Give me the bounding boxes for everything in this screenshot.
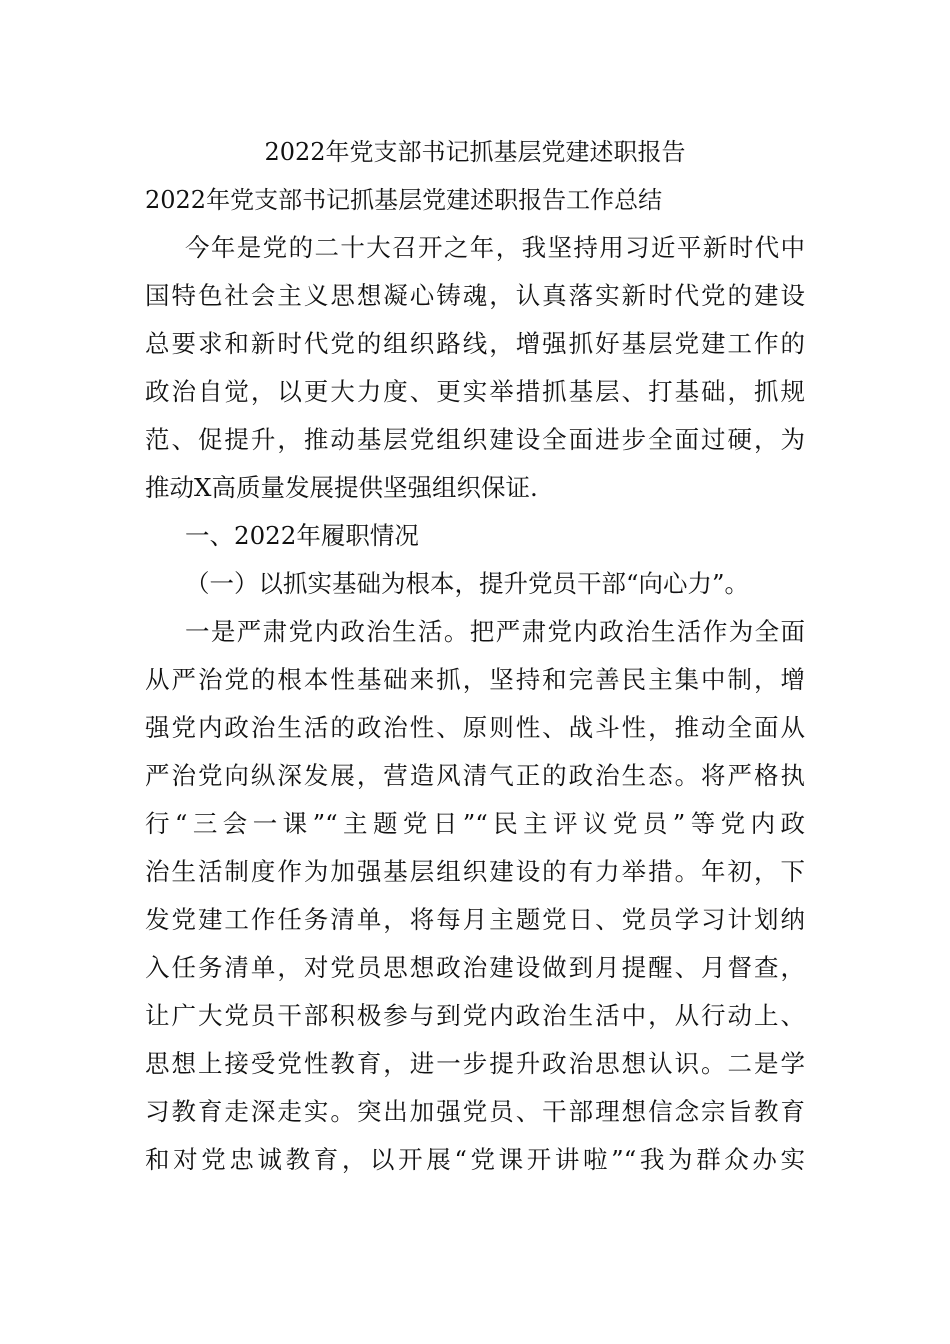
paragraph-line: 严治党向纵深发展，营造风清气正的政治生态。将严格执: [145, 761, 805, 790]
document-body: [145, 128, 805, 1184]
paragraph-line: 行“三会一课”“主题党日”“民主评议党员”等党内政: [145, 809, 805, 838]
paragraph-line: 习教育走深走实。突出加强党员、干部理想信念宗旨教育: [145, 1097, 805, 1126]
paragraph-line: 一是严肃党内政治生活。把严肃党内政治生活作为全面: [185, 617, 805, 646]
paragraph-line: 范、促提升，推动基层党组织建设全面进步全面过硬，为: [145, 425, 805, 454]
document-title: 2022年党支部书记抓基层党建述职报告: [264, 138, 686, 166]
paragraph-line: 和对党忠诚教育，以开展“党课开讲啦”“我为群众办实: [145, 1145, 805, 1174]
paragraph-line: 思想上接受党性教育，进一步提升政治思想认识。二是学: [145, 1049, 805, 1078]
paragraph-line: 今年是党的二十大召开之年，我坚持用习近平新时代中: [185, 233, 805, 262]
paragraph-line: 国特色社会主义思想凝心铸魂，认真落实新时代党的建设: [145, 281, 805, 310]
paragraph-line: 总要求和新时代党的组织路线，增强抓好基层党建工作的: [145, 329, 805, 358]
paragraph-line: 入任务清单，对党员思想政治建设做到月提醒、月督查，: [145, 953, 805, 982]
section-heading: 一、2022年履职情况: [185, 521, 419, 550]
subsection-heading: （一）以抓实基础为根本，提升党员干部“向心力”。: [185, 569, 750, 598]
paragraph-line: 发党建工作任务清单，将每月主题党日、党员学习计划纳: [145, 905, 805, 934]
paragraph-line: 治生活制度作为加强基层组织建设的有力举措。年初，下: [145, 857, 805, 886]
paragraph-line: 让广大党员干部积极参与到党内政治生活中，从行动上、: [145, 1001, 805, 1030]
paragraph-line: 政治自觉，以更大力度、更实举措抓基层、打基础，抓规: [145, 377, 805, 406]
paragraph-line: 强党内政治生活的政治性、原则性、战斗性，推动全面从: [145, 713, 805, 742]
document-subtitle: 2022年党支部书记抓基层党建述职报告工作总结: [145, 186, 663, 214]
paragraph-line: 推动X高质量发展提供坚强组织保证.: [145, 473, 538, 502]
paragraph-line: 从严治党的根本性基础来抓，坚持和完善民主集中制，增: [145, 665, 805, 694]
